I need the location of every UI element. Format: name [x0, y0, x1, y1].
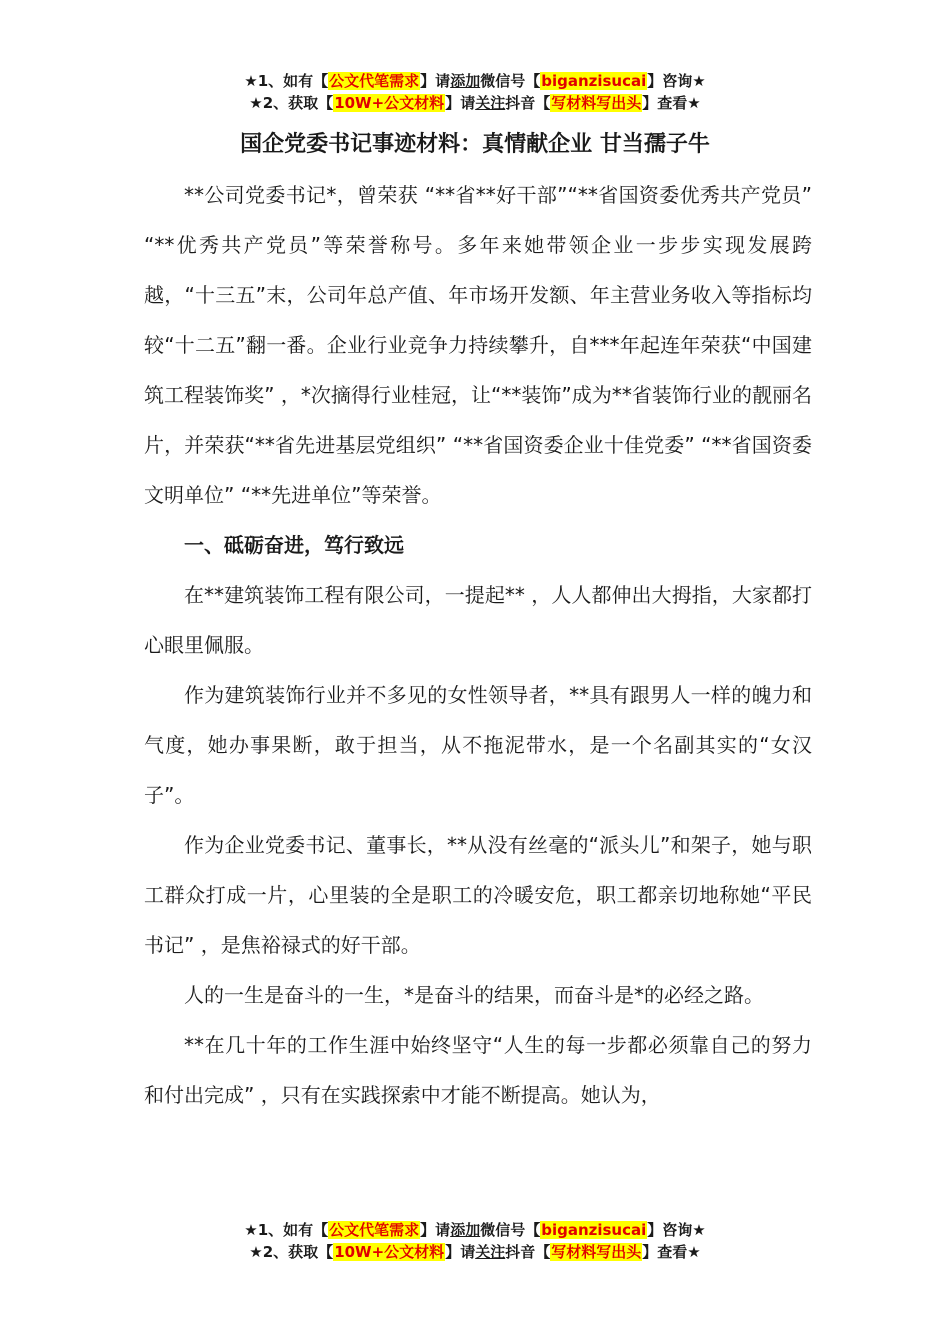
highlight-materials: 10W+公文材料	[334, 1243, 445, 1261]
top-notice	[0, 70, 950, 114]
paragraph: **在几十年的工作生涯中始终坚守“人生的每一步都必须靠自己的努力和付出完成” ，只有在实践探索中才能不断提高。她认为，	[144, 1033, 812, 1107]
document-title: 国企党委书记事迹材料：真情献企业 甘当孺子牛	[240, 132, 710, 157]
highlight-douyin: 写材料写出头	[551, 94, 642, 112]
notice-line-1: ★1、如有【公文代笔需求】请添加微信号【biganzisucai】咨询★	[244, 1221, 706, 1239]
highlight-service: 公文代笔需求	[329, 1221, 420, 1239]
notice-line-1: ★1、如有【公文代笔需求】请添加微信号【biganzisucai】咨询★	[244, 72, 706, 90]
paragraph: 作为企业党委书记、董事长，**从没有丝毫的“派头儿”和架子，她与职工群众打成一片，心里装的全是职工的冷暖安危，职工都亲切地称她“平民书记” ，是焦裕禄式的好干部。	[144, 833, 812, 957]
notice-line-2: ★2、获取【10W+公文材料】请关注抖音【写材料写出头】查看★	[249, 94, 701, 112]
paragraph: 在**建筑装饰工程有限公司，一提起** ，人人都伸出大拇指，大家都打心眼里佩服。	[144, 583, 812, 657]
highlight-douyin: 写材料写出头	[551, 1243, 642, 1261]
paragraph-intro: **公司党委书记*，曾荣获 “**省**好干部”“**省国资委优秀共产党员” “**优秀共产党员”等荣誉称号。多年来她带领企业一步步实现发展跨越，“十三五”末，公司年总产值、年市场开发额、年主营业务收入等指标均较“十二五”翻一番。企业行业竞争力持续攀升，自***年起连年荣获“中国建筑工程装饰奖” ，*次摘得行业桂冠，让“**装饰”成为**省装饰行业的靓丽名片，并荣获“**省先进基层党组织” “**省国资委企业十佳党委” “**省国资委文明单位” “**先进单位”等荣誉。	[144, 183, 812, 507]
notice-line-2: ★2、获取【10W+公文材料】请关注抖音【写材料写出头】查看★	[249, 1243, 701, 1261]
paragraph: 作为建筑装饰行业并不多见的女性领导者，**具有跟男人一样的魄力和气度，她办事果断，敢于担当，从不拖泥带水，是一个名副其实的“女汉子”。	[144, 683, 812, 807]
document-body	[144, 170, 812, 1120]
highlight-wechat-id: biganzisucai	[541, 1221, 647, 1239]
highlight-materials: 10W+公文材料	[334, 94, 445, 112]
paragraph: 人的一生是奋斗的一生，*是奋斗的结果，而奋斗是*的必经之路。	[184, 983, 764, 1007]
highlight-service: 公文代笔需求	[329, 72, 420, 90]
bottom-notice	[0, 1219, 950, 1263]
highlight-wechat-id: biganzisucai	[541, 72, 647, 90]
section-heading: 一、砥砺奋进，笃行致远	[184, 533, 404, 557]
